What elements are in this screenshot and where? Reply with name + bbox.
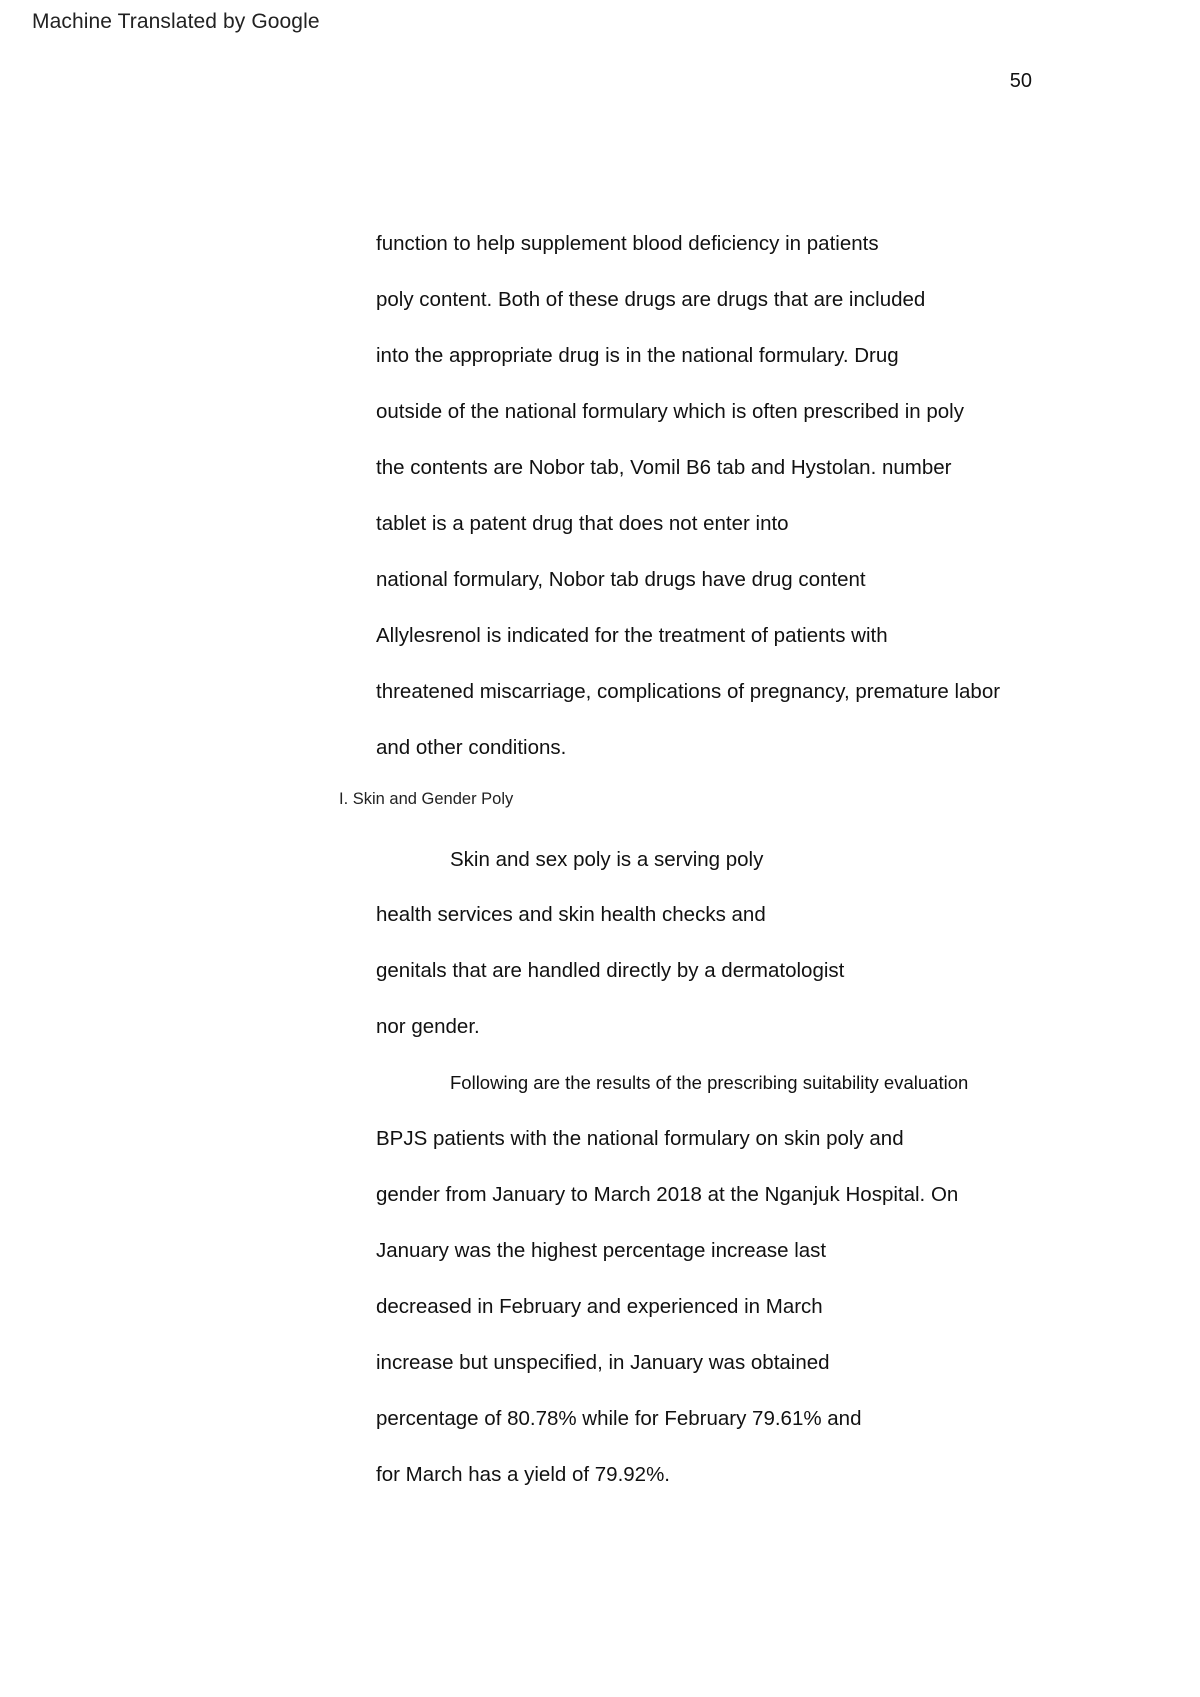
text-line: decreased in February and experienced in March: [376, 1295, 823, 1318]
text-line: threatened miscarriage, complications of pregnancy, premature labor: [376, 680, 1001, 703]
translation-banner: Machine Translated by Google: [32, 10, 320, 33]
text-line: and other conditions.: [376, 736, 567, 759]
text-line: Allylesrenol is indicated for the treatment of patients with: [376, 624, 888, 647]
text-line: gender from January to March 2018 at the Nganjuk Hospital. On: [376, 1183, 959, 1206]
text-line: poly content. Both of these drugs are drugs that are included: [376, 288, 926, 311]
text-line: BPJS patients with the national formulary on skin poly and: [376, 1127, 904, 1150]
text-line: increase but unspecified, in January was obtained: [376, 1351, 830, 1374]
text-line: function to help supplement blood deficiency in patients: [376, 232, 879, 255]
text-line: January was the highest percentage increase last: [376, 1239, 827, 1262]
text-line: genitals that are handled directly by a dermatologist: [376, 959, 845, 982]
section-heading: I. Skin and Gender Poly: [339, 790, 514, 808]
text-line: Following are the results of the prescribing suitability evaluation: [450, 1072, 969, 1093]
text-line: outside of the national formulary which is often prescribed in poly: [376, 400, 964, 423]
text-line: the contents are Nobor tab, Vomil B6 tab and Hystolan. number: [376, 456, 952, 479]
text-line: Skin and sex poly is a serving poly: [450, 848, 764, 871]
text-line: health services and skin health checks and: [376, 903, 766, 926]
text-line: into the appropriate drug is in the national formulary. Drug: [376, 344, 899, 367]
text-line: nor gender.: [376, 1015, 480, 1038]
text-line: percentage of 80.78% while for February 79.61% and: [376, 1407, 862, 1430]
text-line: tablet is a patent drug that does not enter into: [376, 512, 789, 535]
text-line: national formulary, Nobor tab drugs have drug content: [376, 568, 866, 591]
page-number: 50: [1009, 70, 1032, 92]
text-line: for March has a yield of 79.92%.: [376, 1463, 670, 1486]
